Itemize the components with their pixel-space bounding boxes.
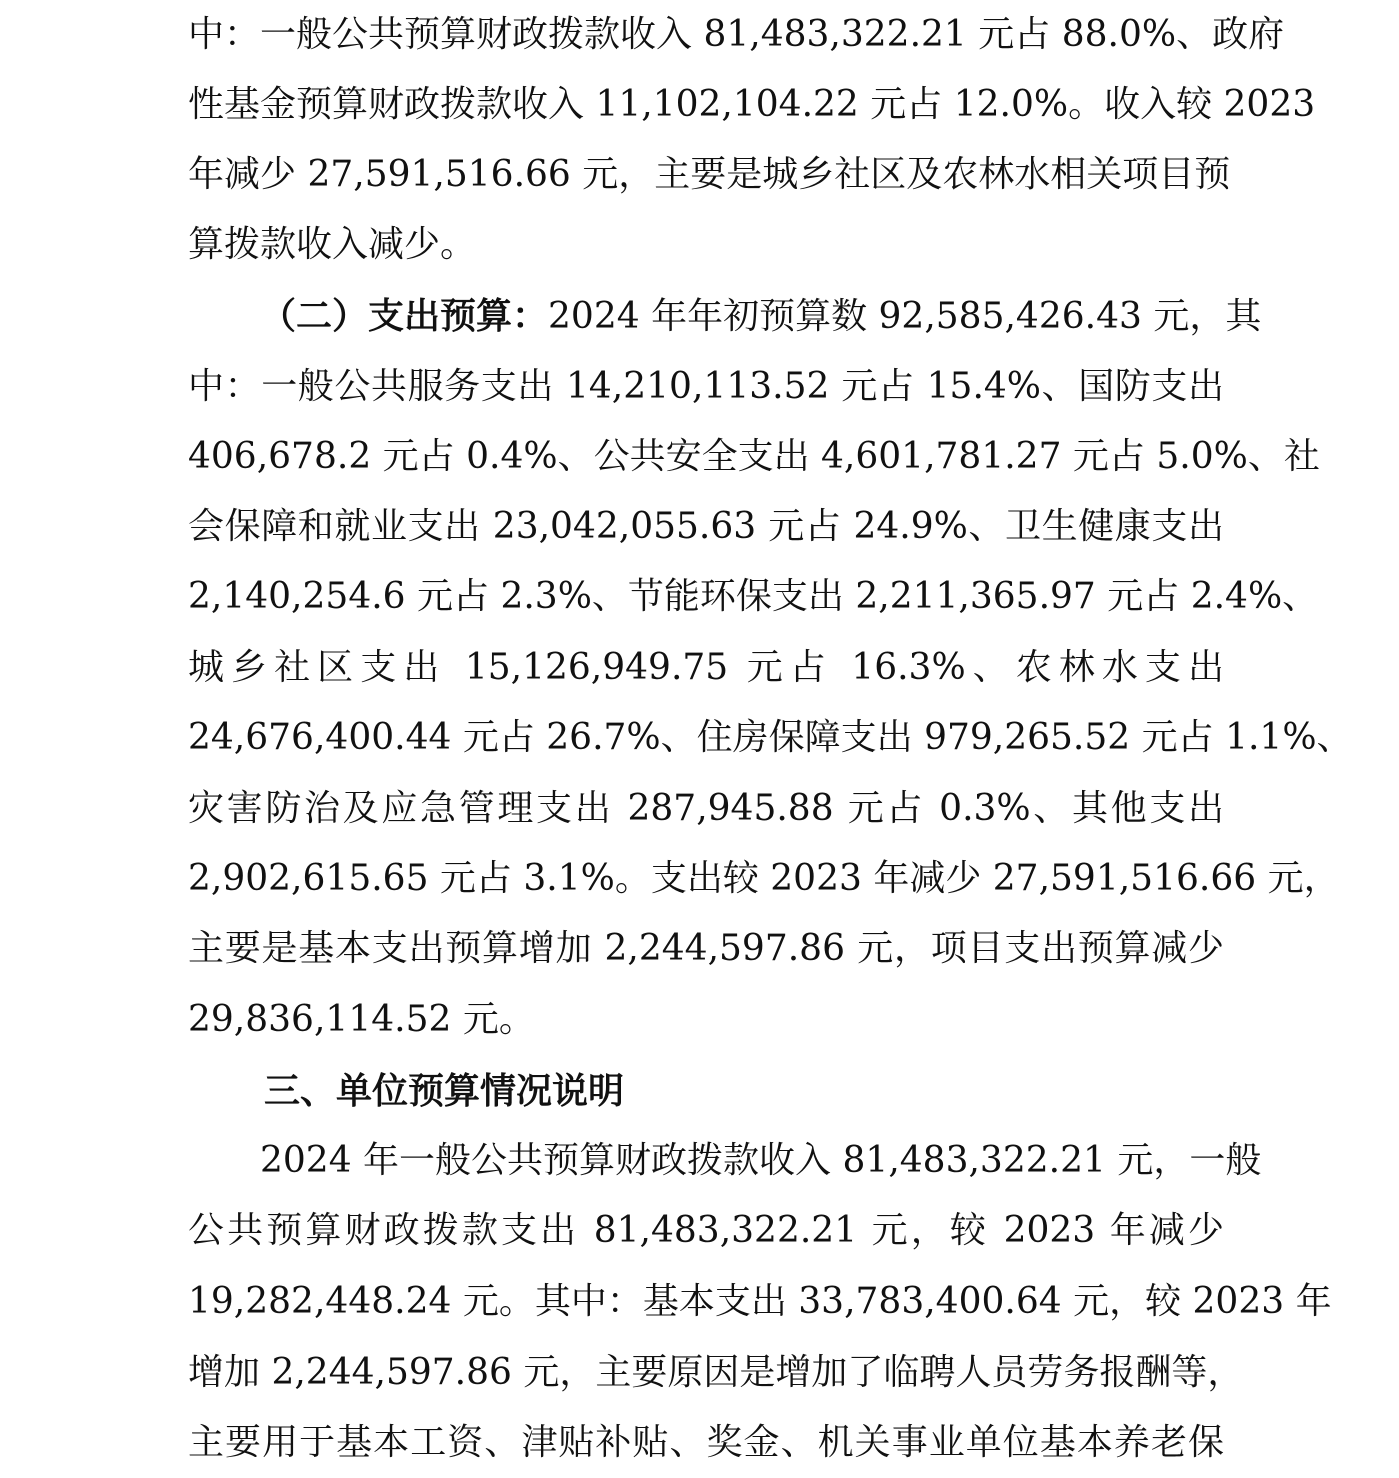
section-heading: 三、单位预算情况说明 xyxy=(264,1070,625,1112)
text-line: 2024 年一般公共预算财政拨款收入 81,483,322.21 元，一般 xyxy=(260,1140,1262,1181)
text-line: 年减少 27,591,516.66 元，主要是城乡社区及农林水相关项目预 xyxy=(188,154,1231,195)
text-line: 主要是基本支出预算增加 2,244,597.86 元，项目支出预算减少 xyxy=(188,928,1224,969)
text-line: 中：一般公共预算财政拨款收入 81,483,322.21 元占 88.0%、政府 xyxy=(188,14,1285,55)
text-line: 2,902,615.65 元占 3.1%。支出较 2023 年减少 27,591,516.66 元， xyxy=(188,858,1340,899)
text-line: 增加 2,244,597.86 元，主要原因是增加了临聘人员劳务报酬等， xyxy=(188,1352,1244,1393)
text-line: 算拨款收入减少。 xyxy=(188,224,477,265)
text-line: 灾害防治及应急管理支出 287,945.88 元占 0.3%、其他支出 xyxy=(188,788,1224,829)
text-line: 性基金预算财政拨款收入 11,102,104.22 元占 12.0%。收入较 2023 xyxy=(188,84,1316,125)
text-line: 24,676,400.44 元占 26.7%、住房保障支出 979,265.52 元占 1.1%、 xyxy=(188,717,1353,758)
text-line: 19,282,448.24 元。其中：基本支出 33,783,400.64 元，较 2023 年 xyxy=(188,1281,1332,1322)
text-line: 中：一般公共服务支出 14,210,113.52 元占 15.4%、国防支出 xyxy=(188,366,1224,407)
section-label: （二）支出预算： xyxy=(260,295,549,337)
text-line: 公共预算财政拨款支出 81,483,322.21 元，较 2023 年减少 xyxy=(188,1210,1224,1251)
text-line: 城乡社区支出 15,126,949.75 元占 16.3%、农林水支出 xyxy=(188,647,1224,688)
text-line: 29,836,114.52 元。 xyxy=(188,999,535,1040)
text-line: 406,678.2 元占 0.4%、公共安全支出 4,601,781.27 元占 5.0%、社 xyxy=(188,436,1320,477)
text-line: 主要用于基本工资、津贴补贴、奖金、机关事业单位基本养老保 xyxy=(188,1422,1224,1463)
text-line: 2,140,254.6 元占 2.3%、节能环保支出 2,211,365.97 元占 2.4%、 xyxy=(188,576,1319,617)
section-text: 2024 年年初预算数 92,585,426.43 元，其 xyxy=(548,296,1262,337)
section-paragraph-line xyxy=(260,281,1262,351)
text-line: 会保障和就业支出 23,042,055.63 元占 24.9%、卫生健康支出 xyxy=(188,506,1224,547)
